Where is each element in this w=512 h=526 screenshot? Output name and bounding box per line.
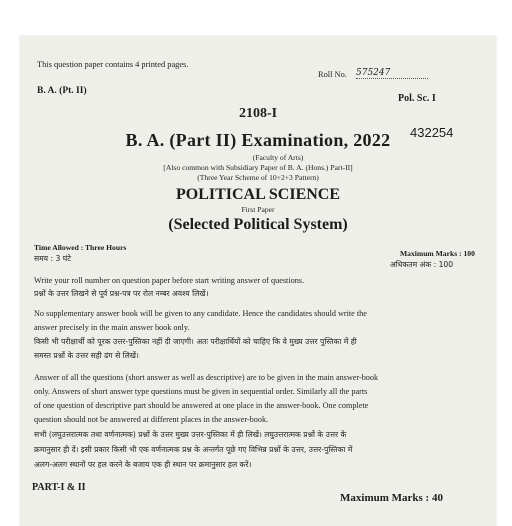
question-paper-sheet: [20, 36, 496, 526]
maximum-marks-hindi: अधिकतम अंक : 100: [390, 260, 454, 269]
paper-title: (Selected Political System): [168, 216, 348, 233]
instruction-roll-hindi: प्रश्नों के उत्तर लिखने से पूर्व प्रश्न-पत्र पर रोल नम्बर अवश्य लिखें।: [34, 289, 209, 298]
maximum-marks: Maximum Marks : 100: [400, 249, 475, 258]
instruction-roll: Write your roll number on question paper before start writing answer of questions.: [34, 276, 305, 285]
printed-pages-note: This question paper contains 4 printed pages.: [37, 60, 189, 69]
instruction-supplementary-1: No supplementary answer book will be given to any candidate. Hence the candidates should write the: [34, 309, 367, 318]
time-allowed-hindi: समय : 3 घंटे: [34, 254, 72, 263]
subject-code: Pol. Sc. I: [398, 93, 436, 104]
paper-code: 2108-I: [238, 106, 278, 121]
paper-number: First Paper: [241, 205, 275, 214]
roll-no-value: 575247: [356, 68, 428, 79]
part-label: PART-I & II: [32, 482, 86, 493]
instruction-supplementary-2: answer precisely in the main answer book only.: [34, 323, 190, 332]
subject: POLITICAL SCIENCE: [175, 186, 341, 203]
common-note: [Also common with Subsidiary Paper of B. A. (Hons.) Part-II]: [163, 163, 353, 172]
time-allowed: Time Allowed : Three Hours: [34, 243, 127, 252]
serial-number: 432254: [410, 125, 454, 140]
instruction-all-hindi-1: सभी (लघुउत्तरात्मक तथा वर्णनात्मक) प्रश्नों के उत्तर मुख्य उत्तर-पुस्तिका में ही लिखें। लघुउत्तरात्मक प्रश्नों के उत्तर के: [34, 430, 347, 439]
instruction-all-hindi-3: अलग-अलग स्थानों पर हल करने के बजाय एक ही स्थान पर क्रमानुसार हल करें।: [34, 460, 252, 469]
class-code: B. A. (Pt. II): [37, 86, 87, 96]
instruction-all-hindi-2: क्रमानुसार ही दें। इसी प्रकार किसी भी एक वर्णनात्मक प्रश्न के अन्तर्गत पूछे गए विभिन्न प्रश्नों के उत्तर, उत्तर-पुस्तिका में: [34, 445, 353, 454]
exam-title: B. A. (Part II) Examination, 2022: [125, 130, 391, 150]
instruction-supplementary-hindi-1: किसी भी परीक्षार्थी को पूरक उत्तर-पुस्तिका नहीं दी जाएगी। अतः परीक्षार्थियों को चाहिए कि वे मुख्य उत्तर पुस्तिका में ही: [34, 337, 357, 346]
faculty: (Faculty of Arts): [252, 153, 304, 162]
instruction-all-1: Answer of all the questions (short answer as well as descriptive) are to be given in the main answer-book: [34, 373, 379, 382]
instruction-all-2: only. Answers of short answer type questions must be given in sequential order. Similarly all the parts: [34, 387, 368, 396]
instruction-all-3: of one question of descriptive part should be answered at one place in the answer-book. One complete: [34, 401, 369, 410]
scheme: (Three Year Scheme of 10+2+3 Pattern): [197, 173, 319, 182]
roll-no-label: Roll No.: [318, 70, 347, 79]
instruction-all-4: question should not be answered at different places in the answer-book.: [34, 415, 269, 424]
part-max-marks: Maximum Marks : 40: [340, 492, 443, 504]
instruction-supplementary-hindi-2: समस्त प्रश्नों के उत्तर सही ढंग से लिखें।: [34, 351, 139, 360]
